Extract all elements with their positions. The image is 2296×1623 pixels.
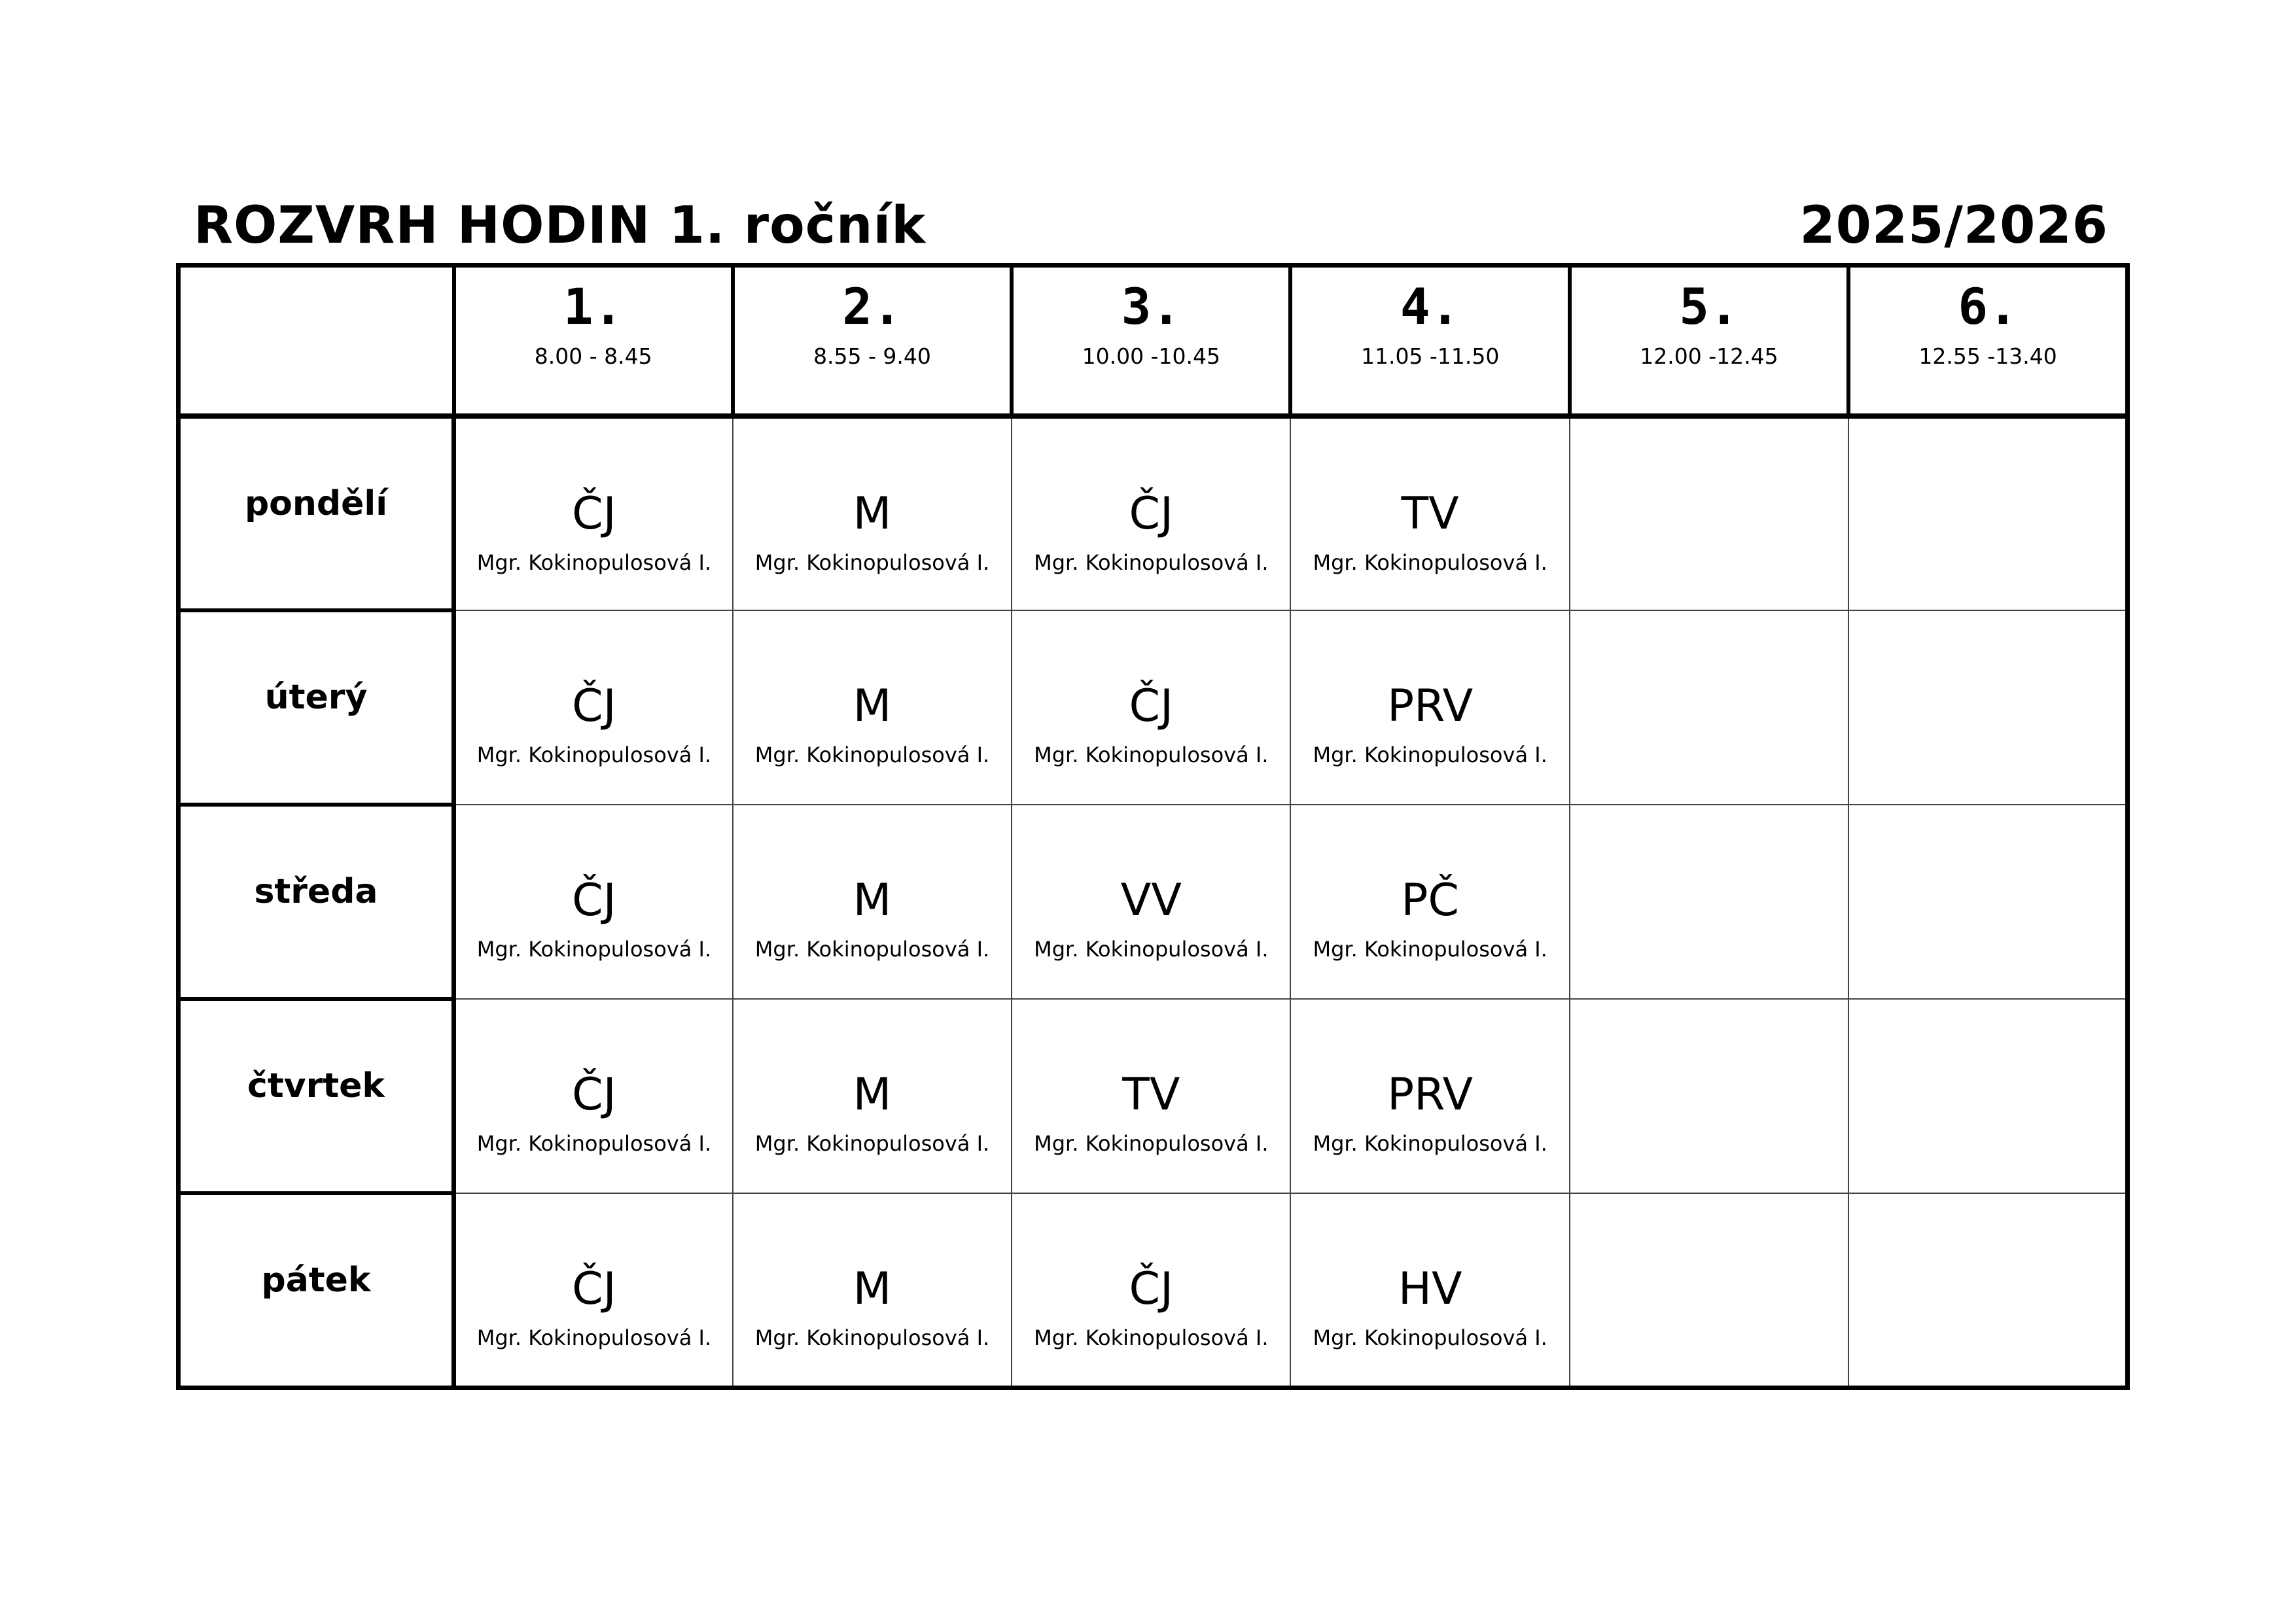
lesson-cell [733,805,1012,999]
teacher: Mgr. Kokinopulosová I. [1034,1131,1269,1157]
day-row-friday [179,1193,2128,1387]
lesson-cell [1290,610,1569,805]
teacher: Mgr. Kokinopulosová I. [754,742,990,768]
subject: TV [1122,1069,1180,1121]
lesson-cell [454,610,733,805]
subject: M [853,875,892,926]
period-number: 5. [1679,277,1739,336]
teacher: Mgr. Kokinopulosová I. [1313,1131,1547,1157]
period-header [1290,266,1569,417]
lesson-cell [1012,1193,1290,1387]
teacher: Mgr. Kokinopulosová I. [1313,550,1547,576]
day-cell [179,1193,454,1387]
subject: ČJ [1129,1263,1174,1315]
period-time: 8.00 - 8.45 [534,343,652,369]
period-header [733,266,1012,417]
day-label: úterý [264,678,368,717]
period-number: 6. [1958,277,2018,336]
lesson-cell [1012,805,1290,999]
teacher: Mgr. Kokinopulosová I. [476,937,712,962]
subject: M [853,1263,892,1315]
period-header-row [179,266,2128,417]
day-cell [179,805,454,999]
empty-lesson-cell [1848,416,2127,610]
empty-lesson-cell [1848,999,2127,1193]
period-header [1012,266,1290,417]
period-time: 10.00 -10.45 [1082,343,1220,369]
teacher: Mgr. Kokinopulosová I. [754,1131,990,1157]
subject: M [853,488,892,540]
lesson-cell [454,1193,733,1387]
subject: ČJ [1129,488,1174,540]
lesson-cell [454,416,733,610]
period-header [1570,266,1848,417]
subject: VV [1120,875,1182,926]
lesson-cell [1012,610,1290,805]
empty-lesson-cell [1570,999,1848,1193]
teacher: Mgr. Kokinopulosová I. [1313,742,1547,768]
teacher: Mgr. Kokinopulosová I. [476,1131,712,1157]
timetable [176,263,2130,1390]
day-label: pondělí [244,484,388,523]
lesson-cell [1290,805,1569,999]
day-row-tuesday [179,610,2128,805]
period-time: 11.05 -11.50 [1360,343,1500,369]
subject: ČJ [572,488,616,540]
empty-lesson-cell [1848,805,2127,999]
teacher: Mgr. Kokinopulosová I. [754,550,990,576]
period-number: 4. [1400,277,1460,336]
teacher: Mgr. Kokinopulosová I. [1313,937,1547,962]
corner-cell [179,266,454,417]
teacher: Mgr. Kokinopulosová I. [1034,1325,1269,1351]
day-row-thursday [179,999,2128,1193]
lesson-cell [733,1193,1012,1387]
subject: ČJ [1129,680,1174,732]
day-row-wednesday [179,805,2128,999]
period-header [1848,266,2127,417]
lesson-cell [1290,1193,1569,1387]
subject: PRV [1387,1069,1474,1121]
lesson-cell [1012,999,1290,1193]
teacher: Mgr. Kokinopulosová I. [1034,550,1269,576]
period-time: 12.55 -13.40 [1918,343,2057,369]
teacher: Mgr. Kokinopulosová I. [1034,742,1269,768]
empty-lesson-cell [1570,416,1848,610]
lesson-cell [454,999,733,1193]
lesson-cell [1290,416,1569,610]
day-label: čtvrtek [247,1066,385,1106]
lesson-cell [1012,416,1290,610]
subject: ČJ [572,875,616,926]
subject: M [853,1069,892,1121]
period-header [454,266,733,417]
empty-lesson-cell [1570,805,1848,999]
empty-lesson-cell [1848,1193,2127,1387]
page-title: ROZVRH HODIN 1. ročník [194,196,927,255]
period-time: 12.00 -12.45 [1640,343,1778,369]
teacher: Mgr. Kokinopulosová I. [754,937,990,962]
teacher: Mgr. Kokinopulosová I. [476,1325,712,1351]
empty-lesson-cell [1848,610,2127,805]
lesson-cell [1290,999,1569,1193]
subject: PČ [1401,875,1459,926]
lesson-cell [733,610,1012,805]
subject: HV [1398,1263,1462,1315]
empty-lesson-cell [1570,1193,1848,1387]
subject: PRV [1387,680,1474,732]
teacher: Mgr. Kokinopulosová I. [1313,1325,1547,1351]
lesson-cell [454,805,733,999]
subject: ČJ [572,1263,616,1315]
subject: ČJ [572,1069,616,1121]
period-number: 3. [1121,277,1182,336]
day-cell [179,999,454,1193]
subject: ČJ [572,680,616,732]
teacher: Mgr. Kokinopulosová I. [1034,937,1269,962]
teacher: Mgr. Kokinopulosová I. [476,742,712,768]
day-cell [179,610,454,805]
period-time: 8.55 - 9.40 [813,343,931,369]
subject: M [853,680,892,732]
lesson-cell [733,999,1012,1193]
day-cell [179,416,454,610]
day-row-monday [179,416,2128,610]
subject: TV [1401,488,1459,540]
period-number: 1. [563,277,624,336]
teacher: Mgr. Kokinopulosová I. [754,1325,990,1351]
lesson-cell [733,416,1012,610]
day-label: pátek [261,1261,371,1300]
teacher: Mgr. Kokinopulosová I. [476,550,712,576]
period-number: 2. [842,277,902,336]
empty-lesson-cell [1570,610,1848,805]
day-label: středa [254,872,378,911]
school-year: 2025/2026 [1799,196,2108,255]
